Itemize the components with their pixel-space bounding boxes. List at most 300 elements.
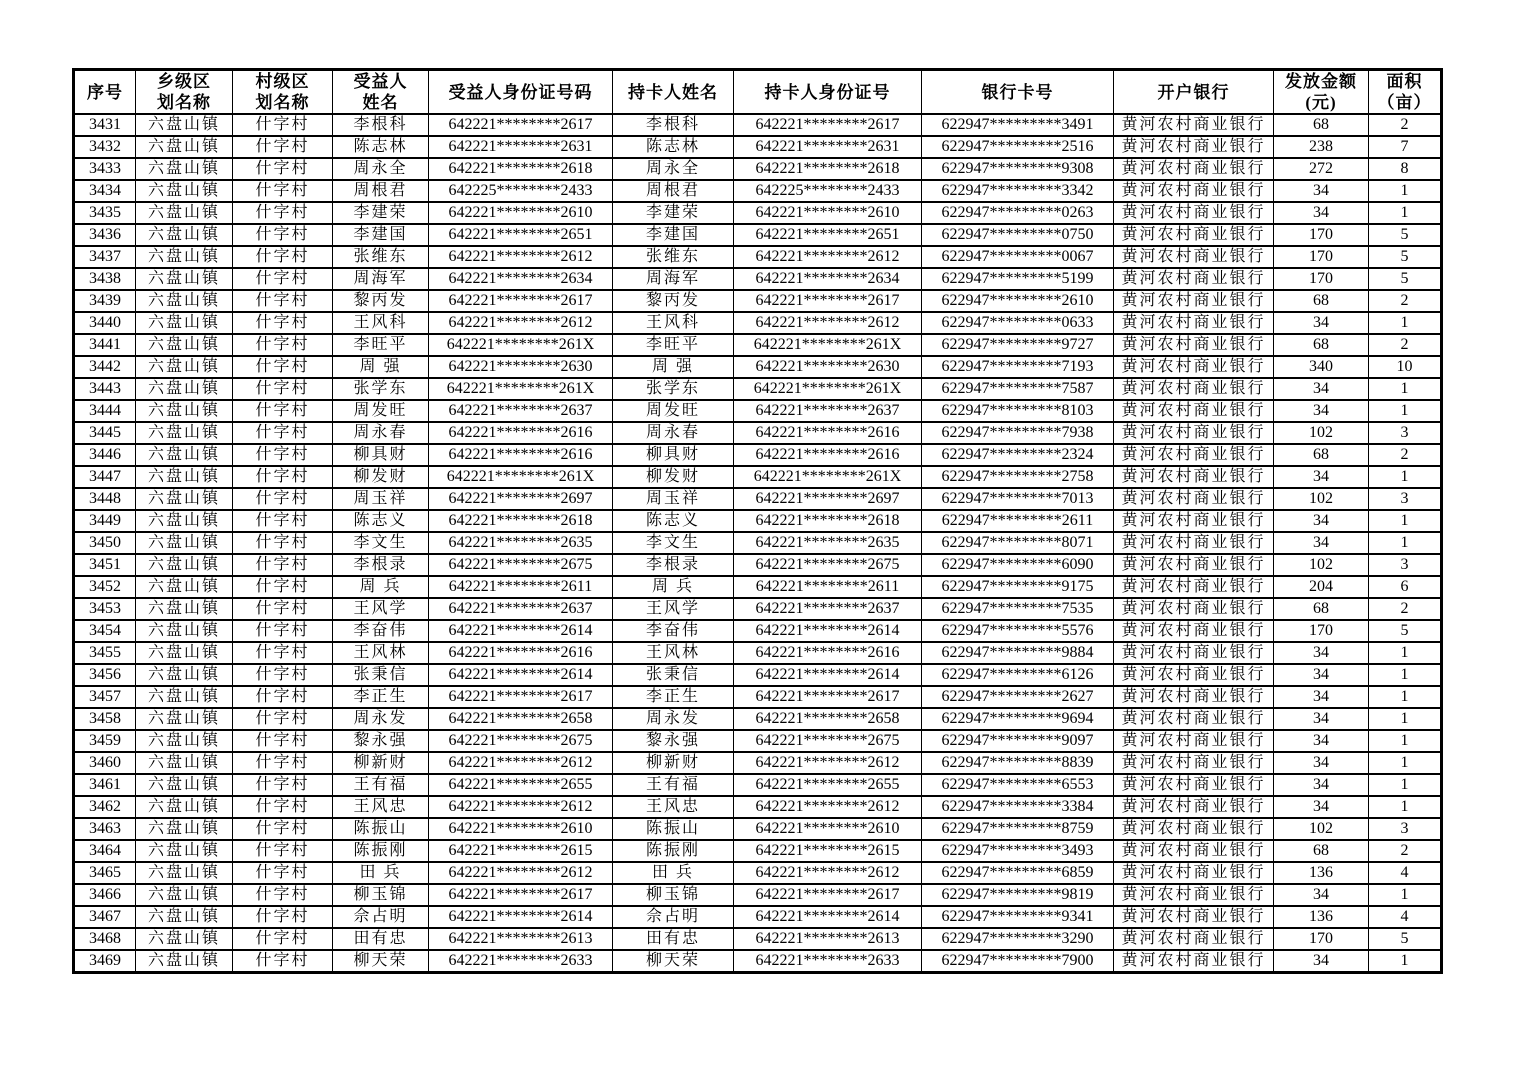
bank-name-cell: 黄河农村商业银行 xyxy=(1114,554,1274,576)
cardholder-id-cell: 642221********2617 xyxy=(734,686,922,708)
beneficiary-name-cell: 周玉祥 xyxy=(333,488,429,510)
serial-cell: 3469 xyxy=(74,950,136,973)
beneficiary-name-cell: 柳天荣 xyxy=(333,950,429,973)
village-cell: 什字村 xyxy=(233,378,333,400)
township-cell: 六盘山镇 xyxy=(136,752,233,774)
village-cell: 什字村 xyxy=(233,796,333,818)
beneficiary-name-cell: 王风林 xyxy=(333,642,429,664)
township-cell: 六盘山镇 xyxy=(136,532,233,554)
cardholder-name-cell: 田 兵 xyxy=(613,862,734,884)
cardholder-name-cell: 陈振刚 xyxy=(613,840,734,862)
cardholder-name-cell: 黎永强 xyxy=(613,730,734,752)
serial-cell: 3466 xyxy=(74,884,136,906)
beneficiary-id-cell: 642221********2612 xyxy=(429,862,613,884)
bank-card-number-cell: 622947*********8071 xyxy=(922,532,1114,554)
bank-card-number-cell: 622947*********9097 xyxy=(922,730,1114,752)
cardholder-name-cell: 柳具财 xyxy=(613,444,734,466)
beneficiary-id-cell: 642221********2631 xyxy=(429,136,613,158)
amount-yuan-cell: 34 xyxy=(1274,378,1369,400)
amount-yuan-cell: 204 xyxy=(1274,576,1369,598)
table-row xyxy=(74,554,1442,576)
village-cell: 什字村 xyxy=(233,840,333,862)
bank-name-cell: 黄河农村商业银行 xyxy=(1114,642,1274,664)
cardholder-name-cell: 李建荣 xyxy=(613,202,734,224)
bank-name-cell: 黄河农村商业银行 xyxy=(1114,774,1274,796)
bank-card-number-cell: 622947*********0633 xyxy=(922,312,1114,334)
village-cell: 什字村 xyxy=(233,422,333,444)
table-row xyxy=(74,532,1442,554)
column-header-bank-card-number: 银行卡号 xyxy=(922,70,1114,115)
village-cell: 什字村 xyxy=(233,686,333,708)
beneficiary-name-cell: 陈振山 xyxy=(333,818,429,840)
beneficiary-id-cell: 642221********261X xyxy=(429,466,613,488)
cardholder-name-cell: 柳发财 xyxy=(613,466,734,488)
bank-card-number-cell: 622947*********6553 xyxy=(922,774,1114,796)
serial-cell: 3457 xyxy=(74,686,136,708)
column-header-beneficiary-id: 受益人身份证号码 xyxy=(429,70,613,115)
beneficiary-id-cell: 642221********2630 xyxy=(429,356,613,378)
area-mu-cell: 1 xyxy=(1369,796,1442,818)
cardholder-name-cell: 李建国 xyxy=(613,224,734,246)
beneficiary-id-cell: 642221********2612 xyxy=(429,312,613,334)
table-row xyxy=(74,400,1442,422)
township-cell: 六盘山镇 xyxy=(136,906,233,928)
beneficiary-name-cell: 王风学 xyxy=(333,598,429,620)
amount-yuan-cell: 34 xyxy=(1274,312,1369,334)
township-cell: 六盘山镇 xyxy=(136,510,233,532)
bank-name-cell: 黄河农村商业银行 xyxy=(1114,290,1274,312)
serial-cell: 3453 xyxy=(74,598,136,620)
cardholder-id-cell: 642221********2618 xyxy=(734,158,922,180)
bank-name-cell: 黄河农村商业银行 xyxy=(1114,180,1274,202)
township-cell: 六盘山镇 xyxy=(136,246,233,268)
cardholder-name-cell: 王风学 xyxy=(613,598,734,620)
village-cell: 什字村 xyxy=(233,554,333,576)
area-mu-cell: 5 xyxy=(1369,268,1442,290)
document-page xyxy=(72,68,1443,974)
area-mu-cell: 2 xyxy=(1369,840,1442,862)
beneficiary-id-cell: 642221********2634 xyxy=(429,268,613,290)
cardholder-name-cell: 李正生 xyxy=(613,686,734,708)
cardholder-id-cell: 642221********2612 xyxy=(734,752,922,774)
beneficiary-id-cell: 642221********2618 xyxy=(429,510,613,532)
beneficiary-id-cell: 642221********2697 xyxy=(429,488,613,510)
beneficiary-id-cell: 642221********2675 xyxy=(429,730,613,752)
beneficiary-name-cell: 周永春 xyxy=(333,422,429,444)
cardholder-name-cell: 张秉信 xyxy=(613,664,734,686)
bank-card-number-cell: 622947*********8103 xyxy=(922,400,1114,422)
area-mu-cell: 1 xyxy=(1369,510,1442,532)
table-row xyxy=(74,642,1442,664)
cardholder-name-cell: 李旺平 xyxy=(613,334,734,356)
cardholder-name-cell: 王风忠 xyxy=(613,796,734,818)
serial-cell: 3450 xyxy=(74,532,136,554)
area-mu-cell: 2 xyxy=(1369,114,1442,136)
amount-yuan-cell: 136 xyxy=(1274,906,1369,928)
serial-cell: 3468 xyxy=(74,928,136,950)
table-row xyxy=(74,136,1442,158)
beneficiary-id-cell: 642221********2651 xyxy=(429,224,613,246)
area-mu-cell: 5 xyxy=(1369,928,1442,950)
area-mu-cell: 4 xyxy=(1369,862,1442,884)
beneficiary-name-cell: 李建荣 xyxy=(333,202,429,224)
amount-yuan-cell: 238 xyxy=(1274,136,1369,158)
beneficiary-name-cell: 李根科 xyxy=(333,114,429,136)
amount-yuan-cell: 34 xyxy=(1274,752,1369,774)
bank-name-cell: 黄河农村商业银行 xyxy=(1114,708,1274,730)
bank-card-number-cell: 622947*********9884 xyxy=(922,642,1114,664)
bank-name-cell: 黄河农村商业银行 xyxy=(1114,246,1274,268)
township-cell: 六盘山镇 xyxy=(136,884,233,906)
beneficiary-name-cell: 王风科 xyxy=(333,312,429,334)
table-row xyxy=(74,202,1442,224)
beneficiary-id-cell: 642221********2610 xyxy=(429,818,613,840)
beneficiary-id-cell: 642221********2612 xyxy=(429,752,613,774)
amount-yuan-cell: 34 xyxy=(1274,730,1369,752)
serial-cell: 3441 xyxy=(74,334,136,356)
village-cell: 什字村 xyxy=(233,642,333,664)
cardholder-name-cell: 陈志义 xyxy=(613,510,734,532)
beneficiary-name-cell: 柳具财 xyxy=(333,444,429,466)
bank-name-cell: 黄河农村商业银行 xyxy=(1114,796,1274,818)
cardholder-name-cell: 周发旺 xyxy=(613,400,734,422)
beneficiary-id-cell: 642221********2616 xyxy=(429,444,613,466)
serial-cell: 3444 xyxy=(74,400,136,422)
area-mu-cell: 1 xyxy=(1369,950,1442,973)
cardholder-name-cell: 张学东 xyxy=(613,378,734,400)
village-cell: 什字村 xyxy=(233,246,333,268)
area-mu-cell: 1 xyxy=(1369,466,1442,488)
area-mu-cell: 5 xyxy=(1369,246,1442,268)
table-row xyxy=(74,378,1442,400)
cardholder-name-cell: 周 兵 xyxy=(613,576,734,598)
township-cell: 六盘山镇 xyxy=(136,202,233,224)
township-cell: 六盘山镇 xyxy=(136,136,233,158)
area-mu-cell: 1 xyxy=(1369,642,1442,664)
bank-name-cell: 黄河农村商业银行 xyxy=(1114,136,1274,158)
beneficiary-name-cell: 柳发财 xyxy=(333,466,429,488)
cardholder-id-cell: 642221********2617 xyxy=(734,884,922,906)
table-row xyxy=(74,686,1442,708)
bank-name-cell: 黄河农村商业银行 xyxy=(1114,906,1274,928)
serial-cell: 3434 xyxy=(74,180,136,202)
cardholder-name-cell: 周永全 xyxy=(613,158,734,180)
amount-yuan-cell: 34 xyxy=(1274,686,1369,708)
table-row xyxy=(74,664,1442,686)
cardholder-id-cell: 642221********2658 xyxy=(734,708,922,730)
area-mu-cell: 3 xyxy=(1369,422,1442,444)
beneficiary-id-cell: 642221********2637 xyxy=(429,400,613,422)
cardholder-name-cell: 王有福 xyxy=(613,774,734,796)
serial-cell: 3449 xyxy=(74,510,136,532)
column-header-village: 村级区 划名称 xyxy=(233,70,333,115)
village-cell: 什字村 xyxy=(233,576,333,598)
bank-card-number-cell: 622947*********8839 xyxy=(922,752,1114,774)
beneficiary-id-cell: 642221********2617 xyxy=(429,290,613,312)
village-cell: 什字村 xyxy=(233,356,333,378)
table-row xyxy=(74,180,1442,202)
township-cell: 六盘山镇 xyxy=(136,774,233,796)
bank-name-cell: 黄河农村商业银行 xyxy=(1114,422,1274,444)
village-cell: 什字村 xyxy=(233,312,333,334)
bank-name-cell: 黄河农村商业银行 xyxy=(1114,840,1274,862)
serial-cell: 3440 xyxy=(74,312,136,334)
cardholder-id-cell: 642221********2612 xyxy=(734,862,922,884)
area-mu-cell: 1 xyxy=(1369,312,1442,334)
cardholder-id-cell: 642221********2610 xyxy=(734,202,922,224)
village-cell: 什字村 xyxy=(233,752,333,774)
column-header-area-mu: 面积 （亩） xyxy=(1369,70,1442,115)
cardholder-id-cell: 642221********2613 xyxy=(734,928,922,950)
bank-card-number-cell: 622947*********9819 xyxy=(922,884,1114,906)
table-row xyxy=(74,906,1442,928)
beneficiary-name-cell: 周 强 xyxy=(333,356,429,378)
table-row xyxy=(74,928,1442,950)
amount-yuan-cell: 340 xyxy=(1274,356,1369,378)
table-row xyxy=(74,620,1442,642)
amount-yuan-cell: 34 xyxy=(1274,510,1369,532)
serial-cell: 3447 xyxy=(74,466,136,488)
bank-name-cell: 黄河农村商业银行 xyxy=(1114,378,1274,400)
serial-cell: 3442 xyxy=(74,356,136,378)
amount-yuan-cell: 34 xyxy=(1274,950,1369,973)
amount-yuan-cell: 68 xyxy=(1274,598,1369,620)
serial-cell: 3437 xyxy=(74,246,136,268)
village-cell: 什字村 xyxy=(233,444,333,466)
column-header-cardholder-name: 持卡人姓名 xyxy=(613,70,734,115)
bank-name-cell: 黄河农村商业银行 xyxy=(1114,818,1274,840)
bank-card-number-cell: 622947*********2324 xyxy=(922,444,1114,466)
table-body xyxy=(74,114,1442,973)
beneficiary-name-cell: 周 兵 xyxy=(333,576,429,598)
beneficiary-name-cell: 李奋伟 xyxy=(333,620,429,642)
cardholder-id-cell: 642221********261X xyxy=(734,334,922,356)
village-cell: 什字村 xyxy=(233,708,333,730)
beneficiary-name-cell: 周发旺 xyxy=(333,400,429,422)
cardholder-id-cell: 642221********2633 xyxy=(734,950,922,973)
beneficiary-id-cell: 642221********2614 xyxy=(429,664,613,686)
amount-yuan-cell: 170 xyxy=(1274,620,1369,642)
beneficiary-name-cell: 李文生 xyxy=(333,532,429,554)
serial-cell: 3464 xyxy=(74,840,136,862)
amount-yuan-cell: 102 xyxy=(1274,818,1369,840)
bank-name-cell: 黄河农村商业银行 xyxy=(1114,576,1274,598)
serial-cell: 3463 xyxy=(74,818,136,840)
cardholder-id-cell: 642221********2631 xyxy=(734,136,922,158)
township-cell: 六盘山镇 xyxy=(136,114,233,136)
beneficiary-id-cell: 642221********2612 xyxy=(429,246,613,268)
bank-card-number-cell: 622947*********9341 xyxy=(922,906,1114,928)
township-cell: 六盘山镇 xyxy=(136,862,233,884)
cardholder-name-cell: 周永发 xyxy=(613,708,734,730)
area-mu-cell: 2 xyxy=(1369,598,1442,620)
amount-yuan-cell: 34 xyxy=(1274,400,1369,422)
village-cell: 什字村 xyxy=(233,224,333,246)
beneficiary-id-cell: 642221********2616 xyxy=(429,642,613,664)
bank-card-number-cell: 622947*********7013 xyxy=(922,488,1114,510)
cardholder-id-cell: 642221********2612 xyxy=(734,312,922,334)
bank-name-cell: 黄河农村商业银行 xyxy=(1114,884,1274,906)
bank-card-number-cell: 622947*********7938 xyxy=(922,422,1114,444)
area-mu-cell: 2 xyxy=(1369,444,1442,466)
beneficiary-id-cell: 642221********2617 xyxy=(429,884,613,906)
beneficiary-id-cell: 642221********2658 xyxy=(429,708,613,730)
amount-yuan-cell: 170 xyxy=(1274,268,1369,290)
serial-cell: 3461 xyxy=(74,774,136,796)
area-mu-cell: 1 xyxy=(1369,532,1442,554)
cardholder-id-cell: 642221********2614 xyxy=(734,620,922,642)
bank-name-cell: 黄河农村商业银行 xyxy=(1114,686,1274,708)
bank-card-number-cell: 622947*********7900 xyxy=(922,950,1114,973)
serial-cell: 3458 xyxy=(74,708,136,730)
amount-yuan-cell: 170 xyxy=(1274,246,1369,268)
cardholder-id-cell: 642221********2637 xyxy=(734,400,922,422)
area-mu-cell: 2 xyxy=(1369,334,1442,356)
village-cell: 什字村 xyxy=(233,862,333,884)
area-mu-cell: 6 xyxy=(1369,576,1442,598)
serial-cell: 3443 xyxy=(74,378,136,400)
beneficiary-name-cell: 柳新财 xyxy=(333,752,429,774)
table-row xyxy=(74,312,1442,334)
cardholder-id-cell: 642221********2637 xyxy=(734,598,922,620)
table-row xyxy=(74,818,1442,840)
cardholder-id-cell: 642221********2616 xyxy=(734,422,922,444)
cardholder-name-cell: 陈振山 xyxy=(613,818,734,840)
township-cell: 六盘山镇 xyxy=(136,598,233,620)
amount-yuan-cell: 170 xyxy=(1274,224,1369,246)
bank-card-number-cell: 622947*********0750 xyxy=(922,224,1114,246)
township-cell: 六盘山镇 xyxy=(136,950,233,973)
cardholder-id-cell: 642221********2611 xyxy=(734,576,922,598)
cardholder-name-cell: 陈志林 xyxy=(613,136,734,158)
amount-yuan-cell: 68 xyxy=(1274,444,1369,466)
township-cell: 六盘山镇 xyxy=(136,444,233,466)
village-cell: 什字村 xyxy=(233,884,333,906)
table-row xyxy=(74,774,1442,796)
area-mu-cell: 8 xyxy=(1369,158,1442,180)
amount-yuan-cell: 102 xyxy=(1274,422,1369,444)
serial-cell: 3465 xyxy=(74,862,136,884)
bank-card-number-cell: 622947*********2516 xyxy=(922,136,1114,158)
area-mu-cell: 1 xyxy=(1369,708,1442,730)
amount-yuan-cell: 34 xyxy=(1274,774,1369,796)
area-mu-cell: 3 xyxy=(1369,818,1442,840)
cardholder-name-cell: 李奋伟 xyxy=(613,620,734,642)
serial-cell: 3446 xyxy=(74,444,136,466)
cardholder-name-cell: 黎丙发 xyxy=(613,290,734,312)
beneficiary-id-cell: 642221********2633 xyxy=(429,950,613,973)
beneficiary-id-cell: 642221********2655 xyxy=(429,774,613,796)
bank-card-number-cell: 622947*********6090 xyxy=(922,554,1114,576)
amount-yuan-cell: 102 xyxy=(1274,554,1369,576)
township-cell: 六盘山镇 xyxy=(136,378,233,400)
cardholder-name-cell: 柳玉锦 xyxy=(613,884,734,906)
village-cell: 什字村 xyxy=(233,400,333,422)
beneficiary-id-cell: 642221********261X xyxy=(429,334,613,356)
beneficiary-id-cell: 642221********2618 xyxy=(429,158,613,180)
table-row xyxy=(74,884,1442,906)
township-cell: 六盘山镇 xyxy=(136,224,233,246)
serial-cell: 3438 xyxy=(74,268,136,290)
township-cell: 六盘山镇 xyxy=(136,686,233,708)
beneficiary-name-cell: 张学东 xyxy=(333,378,429,400)
cardholder-id-cell: 642221********2616 xyxy=(734,444,922,466)
bank-card-number-cell: 622947*********7535 xyxy=(922,598,1114,620)
amount-yuan-cell: 170 xyxy=(1274,928,1369,950)
serial-cell: 3451 xyxy=(74,554,136,576)
bank-card-number-cell: 622947*********0067 xyxy=(922,246,1114,268)
bank-card-number-cell: 622947*********5576 xyxy=(922,620,1114,642)
table-row xyxy=(74,114,1442,136)
bank-name-cell: 黄河农村商业银行 xyxy=(1114,202,1274,224)
township-cell: 六盘山镇 xyxy=(136,818,233,840)
serial-cell: 3462 xyxy=(74,796,136,818)
beneficiary-name-cell: 李旺平 xyxy=(333,334,429,356)
serial-cell: 3433 xyxy=(74,158,136,180)
bank-card-number-cell: 622947*********3384 xyxy=(922,796,1114,818)
beneficiary-name-cell: 陈振刚 xyxy=(333,840,429,862)
cardholder-id-cell: 642221********261X xyxy=(734,378,922,400)
cardholder-id-cell: 642221********2610 xyxy=(734,818,922,840)
cardholder-id-cell: 642221********2634 xyxy=(734,268,922,290)
cardholder-name-cell: 李根科 xyxy=(613,114,734,136)
bank-card-number-cell: 622947*********2610 xyxy=(922,290,1114,312)
township-cell: 六盘山镇 xyxy=(136,268,233,290)
township-cell: 六盘山镇 xyxy=(136,708,233,730)
amount-yuan-cell: 102 xyxy=(1274,488,1369,510)
serial-cell: 3448 xyxy=(74,488,136,510)
column-header-beneficiary-name: 受益人 姓名 xyxy=(333,70,429,115)
cardholder-id-cell: 642221********2651 xyxy=(734,224,922,246)
table-row xyxy=(74,598,1442,620)
area-mu-cell: 1 xyxy=(1369,686,1442,708)
amount-yuan-cell: 68 xyxy=(1274,840,1369,862)
serial-cell: 3460 xyxy=(74,752,136,774)
village-cell: 什字村 xyxy=(233,818,333,840)
bank-name-cell: 黄河农村商业银行 xyxy=(1114,466,1274,488)
cardholder-name-cell: 佘占明 xyxy=(613,906,734,928)
column-header-serial: 序号 xyxy=(74,70,136,115)
table-row xyxy=(74,466,1442,488)
beneficiary-id-cell: 642221********2615 xyxy=(429,840,613,862)
bank-card-number-cell: 622947*********3491 xyxy=(922,114,1114,136)
beneficiary-id-cell: 642221********2611 xyxy=(429,576,613,598)
village-cell: 什字村 xyxy=(233,730,333,752)
cardholder-id-cell: 642221********2614 xyxy=(734,906,922,928)
area-mu-cell: 1 xyxy=(1369,664,1442,686)
table-row xyxy=(74,488,1442,510)
table-row xyxy=(74,708,1442,730)
village-cell: 什字村 xyxy=(233,114,333,136)
table-row xyxy=(74,796,1442,818)
cardholder-id-cell: 642225********2433 xyxy=(734,180,922,202)
amount-yuan-cell: 34 xyxy=(1274,202,1369,224)
bank-name-cell: 黄河农村商业银行 xyxy=(1114,862,1274,884)
table-row xyxy=(74,950,1442,973)
bank-name-cell: 黄河农村商业银行 xyxy=(1114,312,1274,334)
bank-name-cell: 黄河农村商业银行 xyxy=(1114,598,1274,620)
township-cell: 六盘山镇 xyxy=(136,158,233,180)
township-cell: 六盘山镇 xyxy=(136,554,233,576)
beneficiary-id-cell: 642221********2616 xyxy=(429,422,613,444)
beneficiary-name-cell: 陈志林 xyxy=(333,136,429,158)
cardholder-name-cell: 周根君 xyxy=(613,180,734,202)
table-row xyxy=(74,862,1442,884)
cardholder-id-cell: 642221********2612 xyxy=(734,246,922,268)
beneficiary-name-cell: 张秉信 xyxy=(333,664,429,686)
bank-card-number-cell: 622947*********7587 xyxy=(922,378,1114,400)
bank-card-number-cell: 622947*********6126 xyxy=(922,664,1114,686)
